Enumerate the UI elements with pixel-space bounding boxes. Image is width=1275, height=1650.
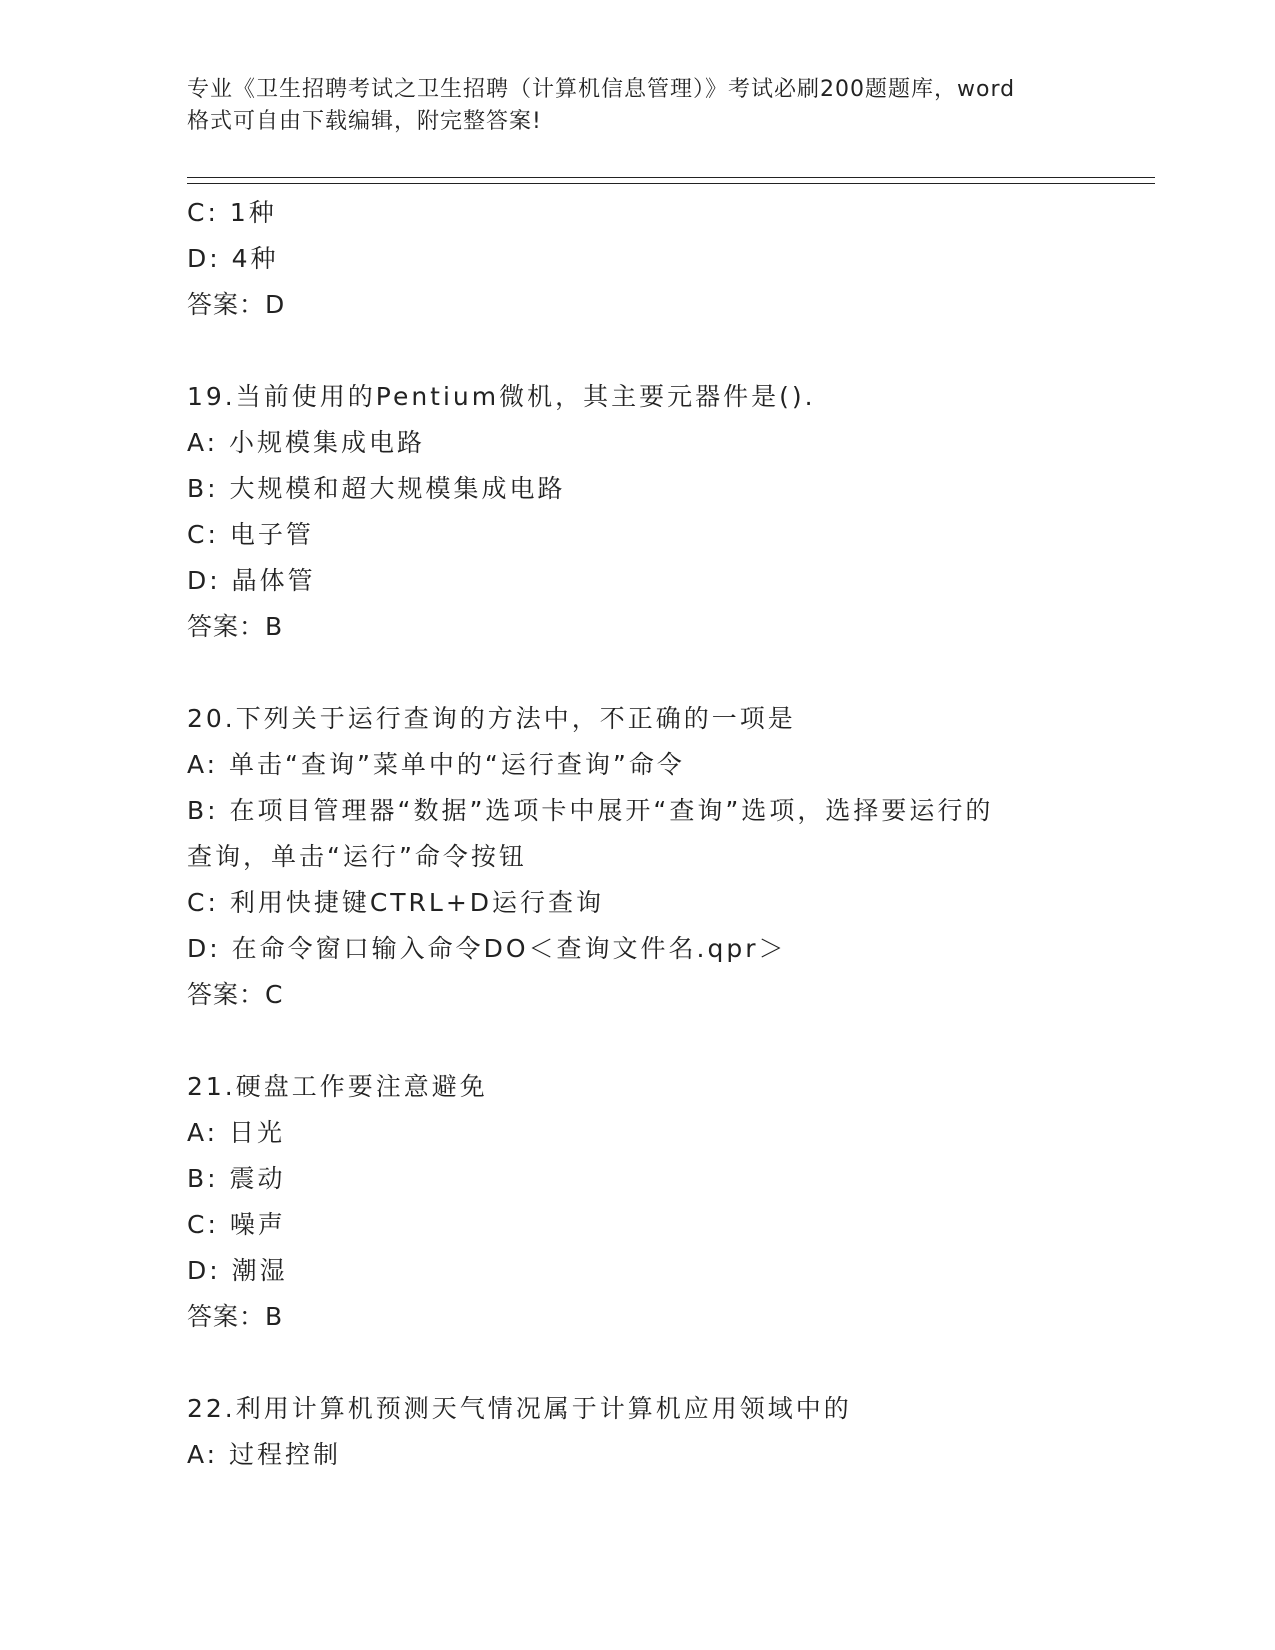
question-22 bbox=[187, 1386, 1147, 1478]
option-b-continued: 查询，单击“运行”命令按钮 bbox=[187, 842, 527, 871]
document-header bbox=[187, 74, 1087, 138]
option-d: D: 潮湿 bbox=[187, 1256, 288, 1285]
option-b: B: 震动 bbox=[187, 1164, 286, 1193]
question-18-tail bbox=[187, 190, 1147, 328]
option-a: A: 过程控制 bbox=[187, 1440, 342, 1469]
answer: 答案：C bbox=[187, 980, 284, 1009]
option-a: A: 小规模集成电路 bbox=[187, 428, 426, 457]
answer: 答案：B bbox=[187, 1302, 284, 1331]
option-d: D: 在命令窗口输入命令DO＜查询文件名.qpr＞ bbox=[187, 934, 787, 963]
question-19 bbox=[187, 374, 1147, 650]
header-line-2: 格式可自由下载编辑，附完整答案! bbox=[187, 109, 542, 134]
question-text: 21.硬盘工作要注意避免 bbox=[187, 1072, 488, 1101]
question-20 bbox=[187, 696, 1147, 1018]
spacer bbox=[187, 1018, 1147, 1064]
option-c: C: 噪声 bbox=[187, 1210, 286, 1239]
option-c: C: 利用快捷键CTRL+D运行查询 bbox=[187, 888, 605, 917]
spacer bbox=[187, 1340, 1147, 1386]
option-b: B: 大规模和超大规模集成电路 bbox=[187, 474, 566, 503]
option-a: A: 单击“查询”菜单中的“运行查询”命令 bbox=[187, 750, 685, 779]
question-21 bbox=[187, 1064, 1147, 1340]
header-divider-bottom bbox=[187, 183, 1155, 184]
option-d: D: 4种 bbox=[187, 244, 279, 273]
header-divider-top bbox=[187, 177, 1155, 178]
question-text: 22.利用计算机预测天气情况属于计算机应用领域中的 bbox=[187, 1394, 852, 1423]
question-text: 19.当前使用的Pentium微机，其主要元器件是(). bbox=[187, 382, 816, 411]
option-c: C: 1种 bbox=[187, 198, 277, 227]
option-b: B: 在项目管理器“数据”选项卡中展开“查询”选项，选择要运行的 bbox=[187, 796, 994, 825]
option-c: C: 电子管 bbox=[187, 520, 314, 549]
spacer bbox=[187, 328, 1147, 374]
question-list bbox=[187, 190, 1147, 1478]
answer: 答案：B bbox=[187, 612, 284, 641]
option-a: A: 日光 bbox=[187, 1118, 286, 1147]
option-d: D: 晶体管 bbox=[187, 566, 316, 595]
answer: 答案：D bbox=[187, 290, 286, 319]
spacer bbox=[187, 650, 1147, 696]
question-text: 20.下列关于运行查询的方法中，不正确的一项是 bbox=[187, 704, 796, 733]
header-line-1: 专业《卫生招聘考试之卫生招聘（计算机信息管理）》考试必刷200题题库，word bbox=[187, 77, 1016, 102]
